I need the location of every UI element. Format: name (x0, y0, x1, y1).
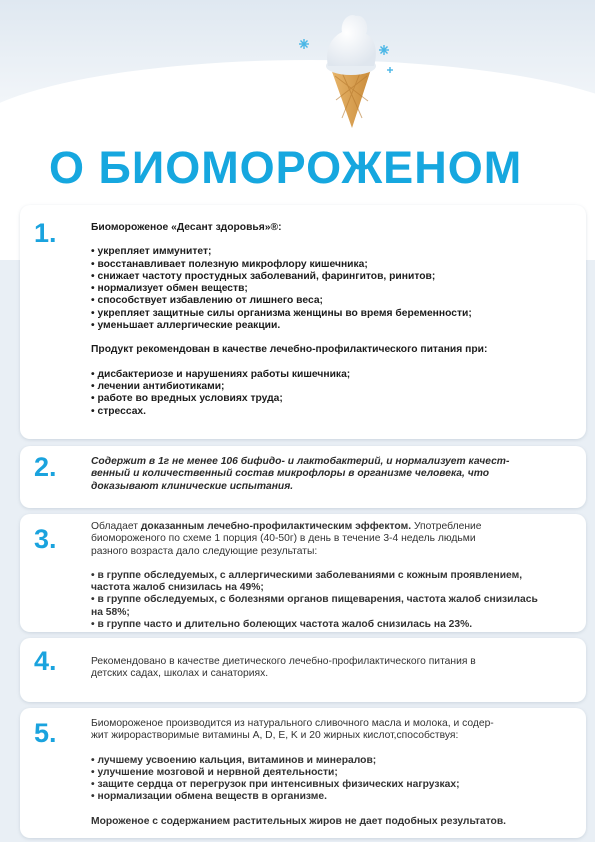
result-line: • в группе часто и длительно болеющих частота жалоб снизилась на 23%. (91, 619, 473, 631)
text-line: жит жирорастворимые витамины A, D, E, K и 20 жирных кислот,способствуя: (91, 730, 459, 742)
text-line: биомороженого по схеме 1 порция (40-50г) в день в течение 3-4 недель людьми (91, 533, 476, 545)
list-item: • защите сердца от перегрузок при интенсивных физических нагрузках; (91, 779, 561, 791)
text-line: Рекомендовано в качестве диетического лечебно-профилактического питания в (91, 656, 476, 667)
result-line: на 58%; (91, 606, 130, 618)
benefit-list (91, 755, 561, 804)
ice-cream-cone-icon (290, 6, 410, 130)
text-line: доказывают клинические испытания. (91, 480, 294, 492)
list-item: • способствует избавлению от лишнего веса; (91, 295, 561, 307)
indication-list (91, 369, 561, 418)
list-item: • снижает частоту простудных заболеваний, фарингитов, ринитов; (91, 271, 561, 283)
text-line: Биомороженое производится из натурального сливочного масла и молока, и содер- (91, 718, 494, 729)
section-number-2: 2. (34, 452, 57, 482)
list-item: • работе во вредных условиях труда; (91, 393, 561, 405)
section-number-3: 3. (34, 524, 57, 554)
section-content-5 (91, 718, 561, 828)
text-line: детских садах, школах и санаториях. (91, 668, 269, 680)
section-number-5: 5. (34, 718, 57, 748)
section-subheading: Продукт рекомендован в качестве лечебно-профилактического питания при: (91, 344, 488, 356)
list-item: • восстанавливает полезную микрофлору кишечника; (91, 259, 561, 271)
section-number-1: 1. (34, 218, 57, 248)
list-item: • уменьшает аллергические реакции. (91, 320, 561, 332)
result-line: • в группе обследуемых, с болезнями органов пищеварения, частота жалоб снизилась (91, 594, 538, 606)
list-item: • улучшение мозговой и нервной деятельности; (91, 767, 561, 779)
list-item: • лучшему усвоению кальция, витаминов и минералов; (91, 755, 561, 767)
intro-prefix: Обладает (91, 521, 141, 532)
list-item: • укрепляет защитные силы организма женщины во время беременности; (91, 308, 561, 320)
footer-note: Мороженое с содержанием растительных жиров не дает подобных результатов. (91, 815, 507, 827)
list-item: • стрессах. (91, 406, 561, 418)
list-item: • нормализации обмена веществ в организме. (91, 791, 561, 803)
intro-line (91, 521, 561, 533)
intro-bold: доказанным лечебно-профилактическим эффектом. (140, 521, 412, 532)
page-title: О БИОМОРОЖЕНОМ (49, 142, 523, 193)
text-line: Содержит в 1г не менее 106 бифидо- и лактобактерий, и нормализует качест- (91, 456, 510, 467)
section-heading: Биомороженое «Десант здоровья»®: (91, 222, 282, 233)
section-number-4: 4. (34, 646, 57, 676)
section-content-3 (91, 521, 561, 631)
intro-suffix: Употребление (411, 521, 482, 532)
list-item: • нормализует обмен веществ; (91, 283, 561, 295)
section-content-4 (91, 656, 561, 681)
list-item: • дисбактериозе и нарушениях работы кишечника; (91, 369, 561, 381)
text-line: разного возраста дало следующие результаты: (91, 545, 318, 557)
list-item: • укрепляет иммунитет; (91, 246, 561, 258)
result-line: частота жалоб снизилась на 49%; (91, 582, 264, 594)
section-content-1 (91, 222, 561, 418)
text-line: венный и количественный состав микрофлоры в организме человека, что (91, 468, 490, 480)
list-item: • лечении антибиотиками; (91, 381, 561, 393)
result-line: • в группе обследуемых, с аллергическими заболеваниями с кожным проявлением, (91, 569, 523, 581)
section-content-2 (91, 456, 561, 493)
benefit-list (91, 246, 561, 332)
